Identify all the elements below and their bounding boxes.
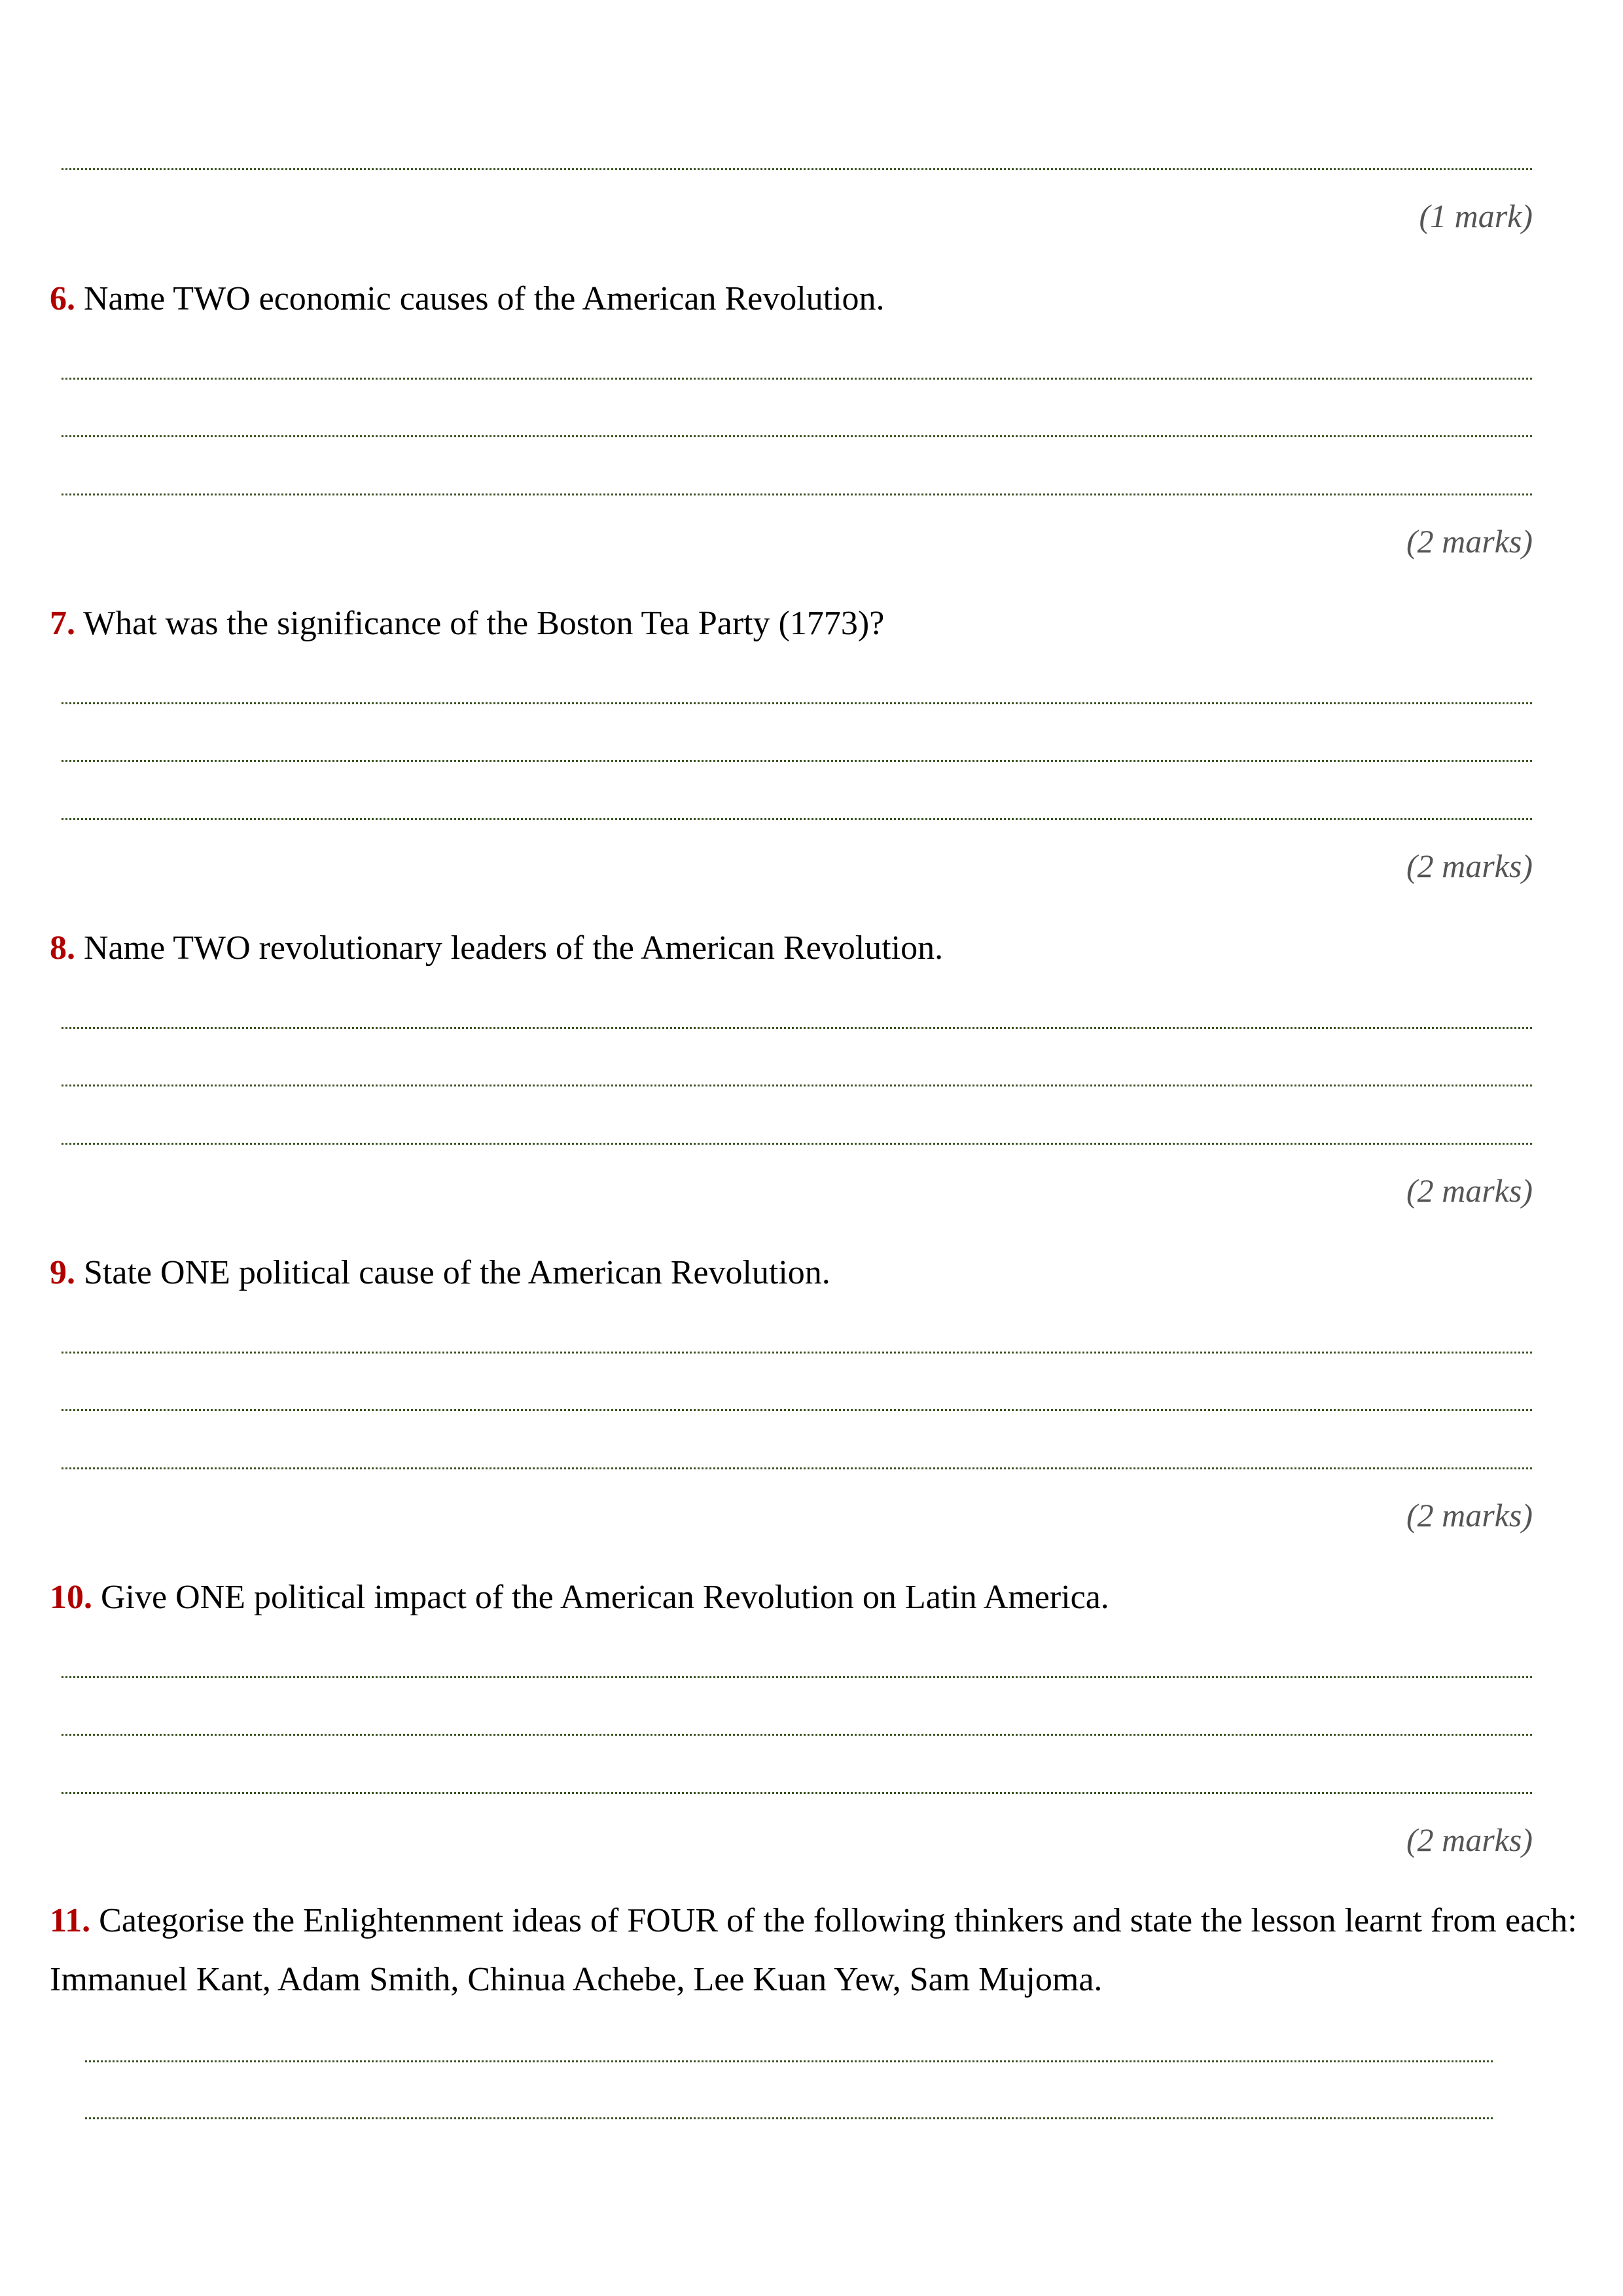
answer-line[interactable] — [62, 1676, 1534, 1678]
marks-label: (2 marks) — [1406, 1821, 1533, 1858]
question-11-thinkers — [50, 1950, 1102, 2009]
answer-line[interactable] — [62, 493, 1534, 495]
question-number: 7. — [50, 605, 75, 642]
question-7 — [50, 594, 884, 653]
question-number: 8. — [50, 929, 75, 967]
answer-line[interactable] — [62, 435, 1534, 437]
question-10 — [50, 1568, 1109, 1627]
question-11 — [50, 1892, 1577, 1950]
answer-line[interactable] — [62, 1027, 1534, 1029]
answer-line[interactable] — [62, 818, 1534, 820]
answer-line[interactable] — [62, 1734, 1534, 1736]
marks-label: (2 marks) — [1406, 1172, 1533, 1209]
answer-line[interactable] — [62, 1467, 1534, 1469]
marks-label: (2 marks) — [1406, 1497, 1533, 1534]
answer-line[interactable] — [62, 760, 1534, 762]
question-text: Give ONE political impact of the American Revolution on Latin America. — [101, 1579, 1109, 1616]
question-text: Name TWO economic causes of the American Revolution. — [84, 280, 885, 317]
answer-line[interactable] — [85, 2117, 1494, 2119]
question-text: Name TWO revolutionary leaders of the American Revolution. — [84, 929, 944, 967]
question-number: 11. — [50, 1902, 91, 1939]
answer-line[interactable] — [62, 168, 1534, 170]
answer-line[interactable] — [62, 1352, 1534, 1354]
question-number: 6. — [50, 280, 75, 317]
question-text-line-2: Immanuel Kant, Adam Smith, Chinua Achebe, Lee Kuan Yew, Sam Mujoma. — [50, 1961, 1103, 1998]
marks-label: (1 mark) — [1419, 198, 1533, 234]
answer-line[interactable] — [62, 1085, 1534, 1086]
answer-line[interactable] — [62, 702, 1534, 704]
question-number: 9. — [50, 1254, 75, 1291]
answer-line[interactable] — [62, 1792, 1534, 1794]
answer-line[interactable] — [62, 1409, 1534, 1411]
question-number: 10. — [50, 1579, 92, 1616]
question-8 — [50, 919, 943, 978]
answer-line[interactable] — [62, 378, 1534, 380]
marks-label: (2 marks) — [1406, 523, 1533, 560]
question-text: State ONE political cause of the American Revolution. — [84, 1254, 830, 1291]
question-text: What was the significance of the Boston Tea Party (1773)? — [83, 605, 885, 642]
answer-line[interactable] — [85, 2060, 1494, 2062]
answer-line[interactable] — [62, 1143, 1534, 1145]
question-9 — [50, 1244, 830, 1302]
question-text-line-1: Categorise the Enlightenment ideas of FOUR of the following thinkers and state the lesson learnt from each: — [99, 1902, 1577, 1939]
question-6 — [50, 270, 885, 329]
marks-label: (2 marks) — [1406, 848, 1533, 884]
